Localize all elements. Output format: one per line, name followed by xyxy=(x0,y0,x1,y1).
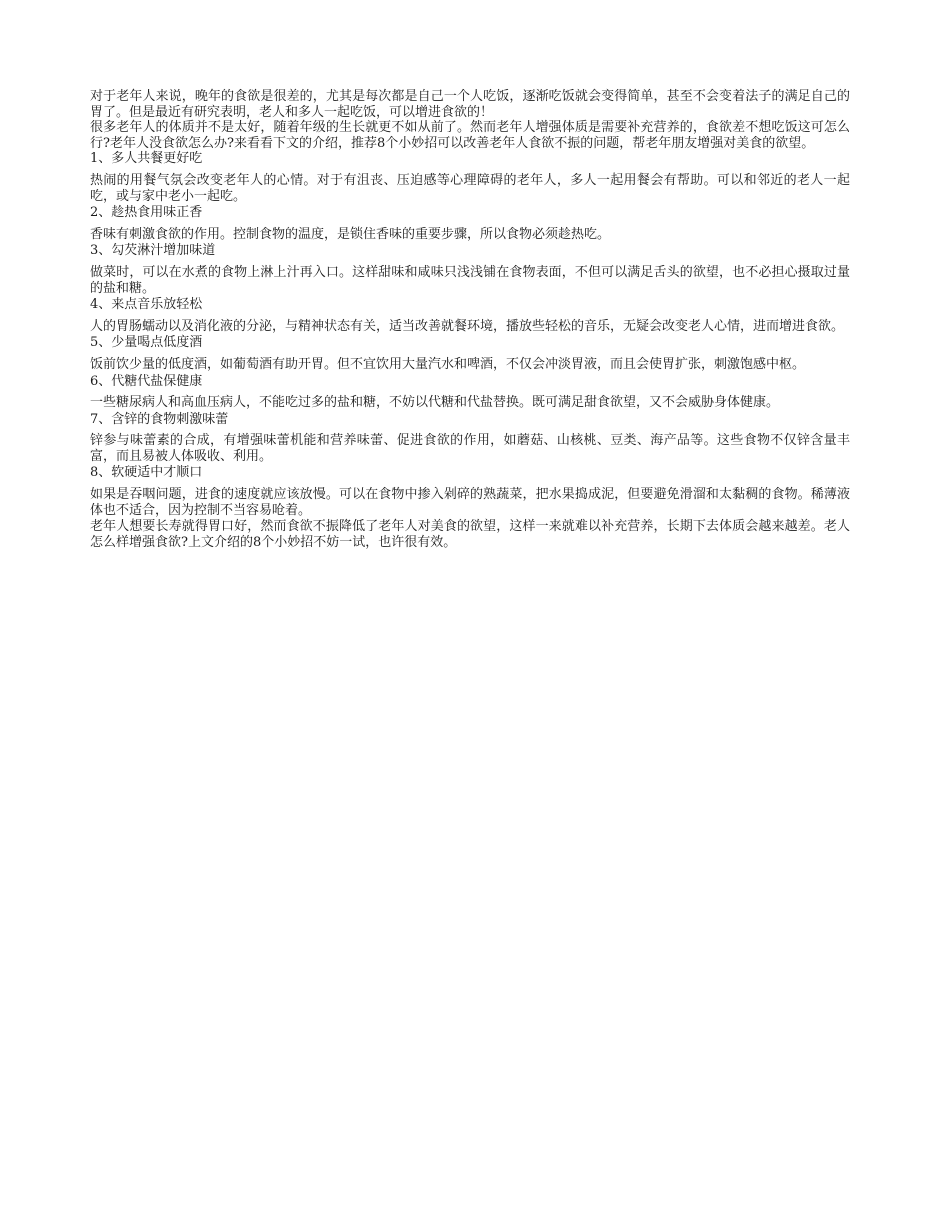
tip-body: 做菜时，可以在水煮的食物上淋上汁再入口。这样甜味和咸味只浅浅铺在食物表面，不但可以满足舌头的欲望，也不必担心摄取过量的盐和糖。 xyxy=(90,264,850,296)
tip-body: 人的胃肠蠕动以及消化液的分泌，与精神状态有关，适当改善就餐环境，播放些轻松的音乐，无疑会改变老人心情，进而增进食欲。 xyxy=(90,318,845,334)
tip-heading: 4、来点音乐放轻松 xyxy=(90,297,203,313)
tip-section-4 xyxy=(90,297,850,335)
tip-heading: 2、趁热食用味正香 xyxy=(90,205,203,221)
tip-body: 锌参与味蕾素的合成，有增强味蕾机能和营养味蕾、促进食欲的作用，如蘑菇、山核桃、豆类、海产品等。这些食物不仅锌含量丰富，而且易被人体吸收、利用。 xyxy=(90,433,850,464)
tip-section-1 xyxy=(90,151,850,205)
tip-body: 一些糖尿病人和高血压病人，不能吃过多的盐和糖，不妨以代糖和代盐替换。既可满足甜食欲望，又不会威胁身体健康。 xyxy=(90,395,780,411)
tip-section-2 xyxy=(90,205,850,243)
tip-heading: 6、代糖代盐保健康 xyxy=(90,373,203,389)
tip-heading: 5、少量喝点低度酒 xyxy=(90,335,203,351)
tip-heading: 1、多人共餐更好吃 xyxy=(90,151,203,167)
intro-paragraph-1: 对于老年人来说，晚年的食欲是很差的，尤其是每次都是自己一个人吃饭，逐渐吃饭就会变得简单，甚至不会变着法子的满足自己的胃了。但是最近有研究表明，老人和多人一起吃饭，可以增进食欲的！ xyxy=(90,89,850,120)
intro-paragraph-2: 很多老年人的体质并不是太好，随着年级的生长就更不如从前了。然而老年人增强体质是需要补充营养的，食欲差不想吃饭这可怎么行?老年人没食欲怎么办?来看看下文的介绍，推荐8个小妙招可以改善老年人食欲不振的问题，帮老年朋友增强对美食的欲望。 xyxy=(90,120,850,151)
tip-section-5 xyxy=(90,335,850,373)
tip-body: 热闹的用餐气氛会改变老年人的心情。对于有沮丧、压迫感等心理障碍的老年人，多人一起用餐会有帮助。可以和邻近的老人一起吃，或与家中老小一起吃。 xyxy=(90,172,850,204)
tip-section-7 xyxy=(90,412,850,466)
tip-body: 饭前饮少量的低度酒，如葡萄酒有助开胃。但不宜饮用大量汽水和啤酒，不仅会冲淡胃液，而且会使胃扩张，刺激饱感中枢。 xyxy=(90,356,806,372)
tip-body: 如果是吞咽问题，进食的速度就应该放慢。可以在食物中掺入剁碎的熟蔬菜，把水果捣成泥，但要避免滑溜和太黏稠的食物。稀薄液体也不适合，因为控制不当容易呛着。 xyxy=(90,487,850,518)
tip-section-6 xyxy=(90,374,850,412)
tip-heading: 7、含锌的食物刺激味蕾 xyxy=(90,411,229,427)
tip-heading: 3、勾芡淋汁增加味道 xyxy=(90,243,216,259)
conclusion-paragraph: 老年人想要长寿就得胃口好，然而食欲不振降低了老年人对美食的欲望，这样一来就难以补充营养，长期下去体质会越来越差。老人怎么样增强食欲?上文介绍的8个小妙招不妨一试，也许很有效。 xyxy=(90,519,850,550)
document-page xyxy=(90,89,850,550)
tip-heading: 8、软硬适中才顺口 xyxy=(90,465,203,481)
tip-section-8 xyxy=(90,465,850,519)
tip-section-3 xyxy=(90,243,850,297)
tip-body: 香味有刺激食欲的作用。控制食物的温度，是锁住香味的重要步骤，所以食物必须趁热吃。 xyxy=(90,226,611,242)
